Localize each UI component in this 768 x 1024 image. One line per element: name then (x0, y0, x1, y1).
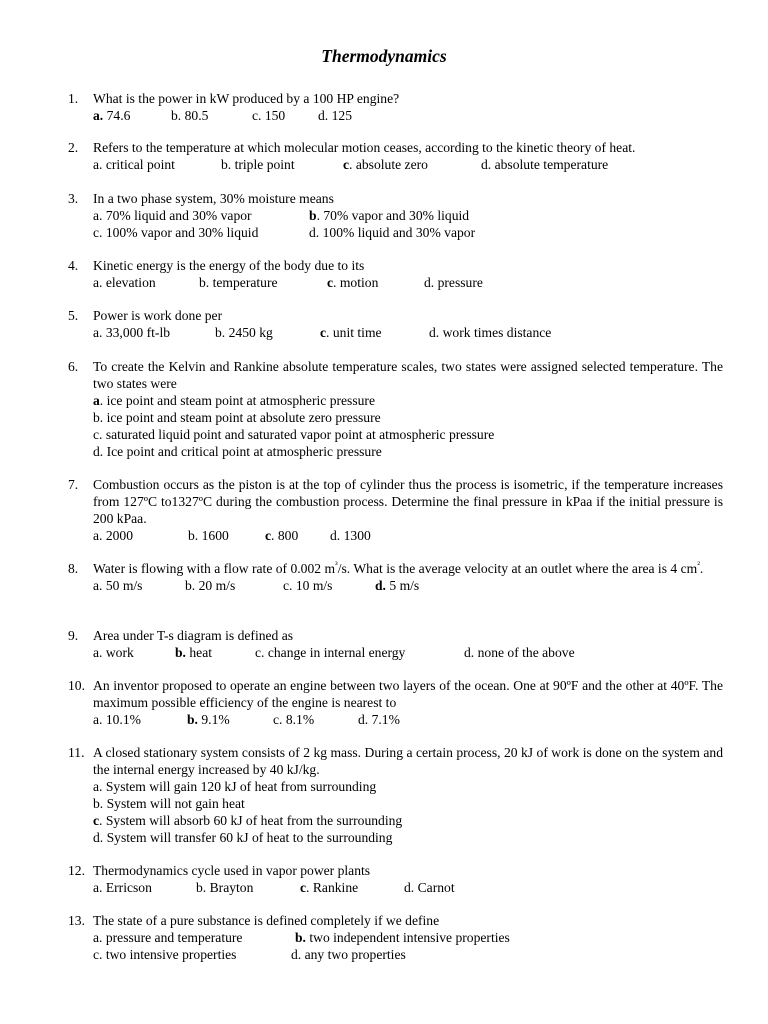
answer-option (273, 711, 314, 728)
option-text: 80.5 (181, 108, 209, 123)
option-text: . motion (333, 275, 379, 290)
question-stem: The state of a pure substance is defined completely if we define (93, 913, 440, 928)
question-9 (68, 627, 723, 661)
option-text: System will not gain heat (103, 796, 245, 811)
answer-option (93, 392, 375, 409)
option-text: absolute temperature (491, 157, 609, 172)
option-text: 9.1% (197, 712, 230, 727)
question-stem: Thermodynamics cycle used in vapor power plants (93, 863, 371, 878)
answer-option (93, 644, 134, 661)
question-number: 7. (68, 477, 79, 492)
option-text: 10 m/s (292, 578, 333, 593)
question-number: 6. (68, 359, 79, 374)
question-8 (68, 560, 723, 594)
answer-option (93, 929, 242, 946)
option-letter: d. (309, 225, 320, 240)
option-letter: b. (196, 880, 207, 895)
question-stem: Kinetic energy is the energy of the body due to its (93, 258, 365, 273)
answer-option (464, 644, 575, 661)
answer-option (93, 711, 141, 728)
option-letter: a. (93, 528, 103, 543)
answer-option (327, 274, 378, 291)
answer-option (93, 829, 392, 846)
option-letter: c (93, 813, 100, 828)
option-text: 70% liquid and 30% vapor (102, 208, 252, 223)
answer-option (291, 946, 406, 963)
answer-option (404, 879, 455, 896)
option-text: 20 m/s (195, 578, 236, 593)
option-text: pressure (434, 275, 483, 290)
option-letter: c. (255, 645, 265, 660)
option-text: Brayton (206, 880, 254, 895)
option-text: ice point and steam point at absolute zero pressure (103, 410, 381, 425)
option-text: 10.1% (102, 712, 141, 727)
option-letter: c (327, 275, 334, 290)
option-letter: c. (93, 225, 103, 240)
option-text: none of the above (474, 645, 575, 660)
answer-option (320, 324, 382, 341)
option-letter: d. (464, 645, 475, 660)
answer-option (481, 156, 608, 173)
option-letter: a. (93, 779, 103, 794)
question-stem: What is the power in kW produced by a 100 HP engine? (93, 91, 400, 106)
question-number: 9. (68, 628, 79, 643)
option-text: change in internal energy (264, 645, 406, 660)
option-text: 7.1% (368, 712, 400, 727)
option-text: . 70% vapor and 30% liquid (316, 208, 470, 223)
question-number: 1. (68, 91, 79, 106)
question-stem: Refers to the temperature at which molecular motion ceases, according to the kinetic theory of heat. (93, 140, 636, 155)
answer-option (93, 443, 382, 460)
option-text: 100% vapor and 30% liquid (102, 225, 259, 240)
question-stem: An inventor proposed to operate an engine between two layers of the ocean. One at 90ºF and the other at 40ºF. The maximum possible efficiency of the engine is nearest to (93, 678, 723, 710)
question-5 (68, 307, 723, 341)
answer-option (358, 711, 400, 728)
answer-option (255, 644, 405, 661)
option-text: System will gain 120 kJ of heat from surrounding (102, 779, 377, 794)
option-letter: a. (93, 108, 104, 123)
question-stem: To create the Kelvin and Rankine absolute temperature scales, two states were assigned selected temperature. The two states were (93, 359, 723, 391)
question-number: 5. (68, 308, 79, 323)
option-letter: c (265, 528, 272, 543)
option-text: . ice point and steam point at atmospheric pressure (99, 393, 375, 408)
option-letter: a. (93, 645, 103, 660)
question-number: 12. (68, 863, 85, 878)
answer-option (215, 324, 273, 341)
question-stem: Combustion occurs as the piston is at the top of cylinder thus the process is isometric, if the temperature increases from 127ºC to1327ºC during the combustion process. Determine the final pressure in kPaa if the initial pressure is 200 kPaa. (93, 477, 723, 526)
answer-option (93, 107, 130, 124)
answer-option (295, 929, 510, 946)
answer-option (309, 207, 469, 224)
option-text: . 800 (271, 528, 299, 543)
option-letter: b. (188, 528, 199, 543)
question-1 (68, 90, 723, 124)
option-letter: b. (93, 796, 104, 811)
page-title: Thermodynamics (321, 46, 447, 66)
option-letter: b. (93, 410, 104, 425)
answer-option (309, 224, 475, 241)
option-letter: d. (429, 325, 440, 340)
answer-option (283, 577, 332, 594)
option-letter: d. (318, 108, 329, 123)
option-letter: b (309, 208, 317, 223)
option-text: 1300 (340, 528, 371, 543)
answer-option (171, 107, 208, 124)
answer-option (93, 527, 133, 544)
question-13 (68, 912, 723, 963)
option-letter: c (300, 880, 307, 895)
option-letter: d. (375, 578, 386, 593)
answer-option (93, 224, 258, 241)
answer-option (221, 156, 295, 173)
question-stem: Water is flowing with a flow rate of 0.002 $m^{^3}/s$. What is the average velocity at an outlet where the area is 4 $cm^{^2}$. (93, 559, 704, 576)
question-number: 2. (68, 140, 79, 155)
question-stem: In a two phase system, 30% moisture means (93, 191, 334, 206)
option-letter: a. (93, 208, 103, 223)
option-text: . System will absorb 60 kJ of heat from the surrounding (99, 813, 403, 828)
answer-option (199, 274, 278, 291)
option-text: critical point (102, 157, 175, 172)
question-number: 13. (68, 913, 85, 928)
option-text: System will transfer 60 kJ of heat to the surrounding (103, 830, 393, 845)
option-letter: c (320, 325, 327, 340)
question-4 (68, 257, 723, 291)
answer-option (93, 946, 236, 963)
option-text: triple point (231, 157, 295, 172)
option-text: 125 (328, 108, 352, 123)
answer-option (93, 409, 381, 426)
option-letter: c. (283, 578, 293, 593)
answer-option (300, 879, 358, 896)
option-text: Ice point and critical point at atmospheric pressure (103, 444, 382, 459)
answer-option (93, 577, 142, 594)
option-letter: a. (93, 157, 103, 172)
question-12 (68, 862, 723, 896)
question-3 (68, 190, 723, 241)
answer-option (93, 879, 152, 896)
answer-option (93, 156, 175, 173)
option-text: temperature (209, 275, 278, 290)
option-letter: a. (93, 578, 103, 593)
option-letter: d. (93, 444, 104, 459)
answer-option (185, 577, 235, 594)
option-letter: d. (358, 712, 369, 727)
question-7 (68, 476, 723, 544)
option-text: 33,000 ft-lb (102, 325, 171, 340)
option-text: . Rankine (306, 880, 359, 895)
answer-option (330, 527, 371, 544)
answer-option (252, 107, 285, 124)
answer-option (187, 711, 230, 728)
option-letter: c. (93, 947, 103, 962)
answer-option (93, 207, 252, 224)
option-letter: a. (93, 930, 103, 945)
option-text: 1600 (198, 528, 229, 543)
answer-option (175, 644, 212, 661)
question-11 (68, 744, 723, 846)
option-text: 5 m/s (385, 578, 420, 593)
answer-option (188, 527, 229, 544)
option-letter: a. (93, 325, 103, 340)
option-text: . unit time (326, 325, 382, 340)
answer-option (93, 426, 494, 443)
option-letter: d. (93, 830, 104, 845)
answer-option (318, 107, 352, 124)
option-letter: a. (93, 712, 103, 727)
question-stem: Area under T-s diagram is defined as (93, 628, 294, 643)
option-text: work (102, 645, 134, 660)
answer-option (93, 274, 156, 291)
option-text: saturated liquid point and saturated vapor point at atmospheric pressure (102, 427, 495, 442)
question-number: 10. (68, 678, 85, 693)
option-letter: b. (295, 930, 306, 945)
question-6 (68, 358, 723, 460)
option-letter: b. (221, 157, 232, 172)
answer-option (375, 577, 419, 594)
option-letter: a. (93, 880, 103, 895)
option-text: any two properties (301, 947, 406, 962)
option-letter: c. (93, 427, 103, 442)
option-letter: c. (273, 712, 283, 727)
answer-option (343, 156, 428, 173)
option-letter: d. (481, 157, 492, 172)
option-letter: d. (404, 880, 415, 895)
option-text: 2450 kg (225, 325, 273, 340)
option-letter: d. (291, 947, 302, 962)
option-letter: c. (252, 108, 262, 123)
option-text: 150 (261, 108, 286, 123)
option-letter: b. (187, 712, 198, 727)
option-text: 50 m/s (102, 578, 143, 593)
option-text: elevation (102, 275, 156, 290)
option-text: work times distance (439, 325, 552, 340)
option-text: 74.6 (103, 108, 131, 123)
option-letter: b. (185, 578, 196, 593)
option-text: . absolute zero (349, 157, 428, 172)
question-10 (68, 677, 723, 728)
option-letter: b. (175, 645, 186, 660)
answer-option (93, 812, 402, 829)
option-text: pressure and temperature (102, 930, 243, 945)
question-number: 4. (68, 258, 79, 273)
option-letter: a. (93, 275, 103, 290)
option-text: heat (185, 645, 213, 660)
option-letter: b. (199, 275, 210, 290)
question-stem: A closed stationary system consists of 2 kg mass. During a certain process, 20 kJ of work is done on the system and the internal energy increased by 40 kJ/kg. (93, 745, 723, 777)
answer-option (93, 795, 245, 812)
question-number: 8. (68, 561, 79, 576)
option-letter: b. (215, 325, 226, 340)
option-text: two intensive properties (102, 947, 237, 962)
option-letter: d. (424, 275, 435, 290)
option-letter: a (93, 393, 100, 408)
option-text: 100% liquid and 30% vapor (319, 225, 476, 240)
question-number: 3. (68, 191, 79, 206)
answer-option (265, 527, 298, 544)
option-text: Carnot (414, 880, 455, 895)
question-stem: Power is work done per (93, 308, 223, 323)
option-letter: d. (330, 528, 341, 543)
question-2 (68, 139, 723, 173)
option-text: Erricson (102, 880, 152, 895)
option-text: 8.1% (282, 712, 315, 727)
option-text: 2000 (102, 528, 134, 543)
option-letter: b. (171, 108, 182, 123)
answer-option (429, 324, 551, 341)
answer-option (93, 324, 170, 341)
question-number: 11. (68, 745, 85, 760)
option-text: two independent intensive properties (305, 930, 510, 945)
option-letter: c (343, 157, 350, 172)
answer-option (93, 778, 376, 795)
answer-option (196, 879, 253, 896)
answer-option (424, 274, 483, 291)
